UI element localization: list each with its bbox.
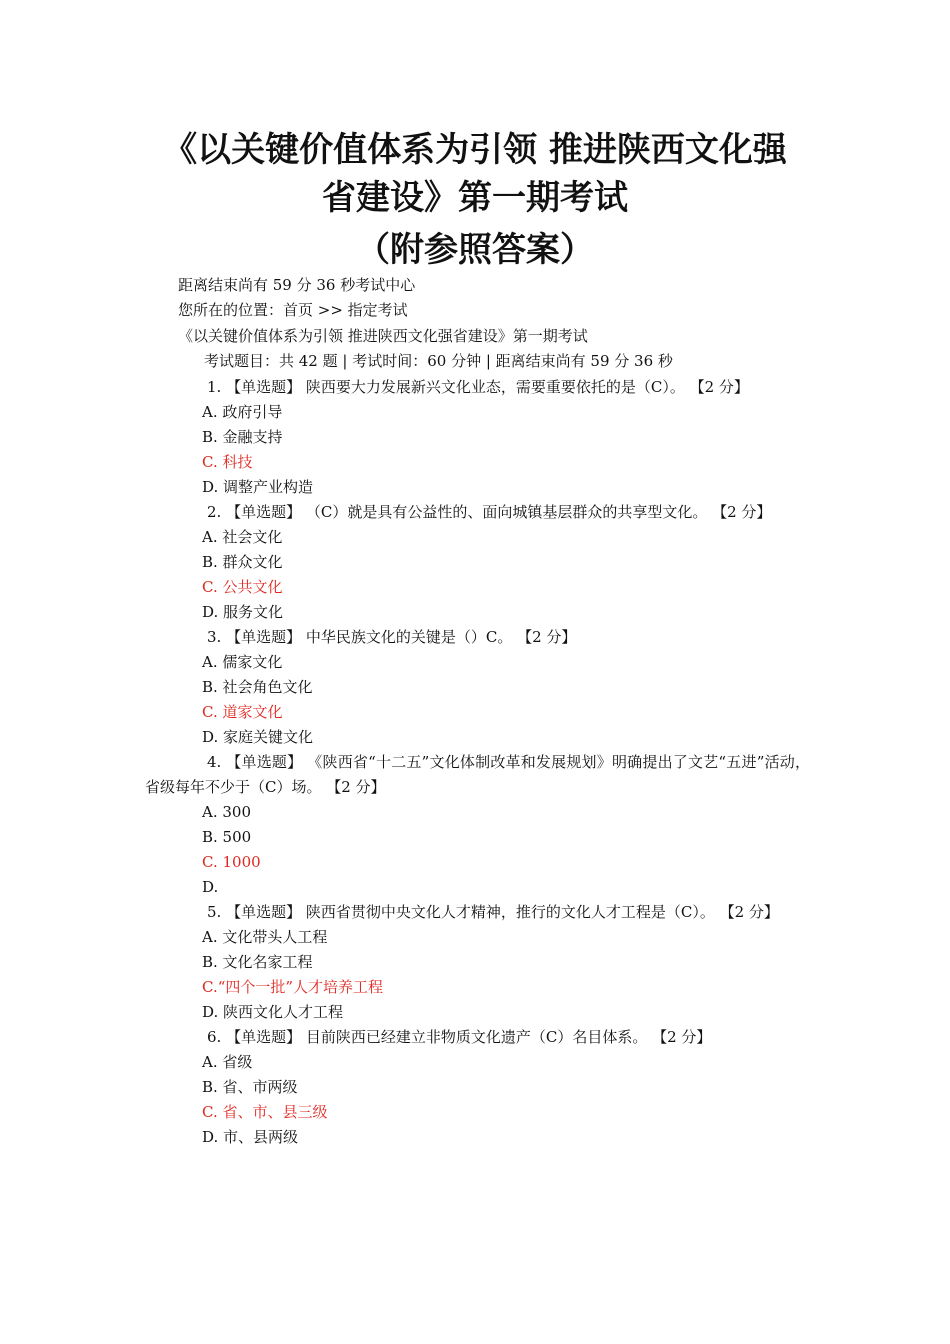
question-6	[145, 1025, 810, 1150]
question-5	[145, 900, 810, 1025]
question-4-option-b: B. 500	[202, 828, 252, 846]
question-3-option-c-answer: C. 道家文化	[202, 703, 283, 721]
question-1-option-a: A. 政府引导	[202, 403, 283, 421]
question-5-option-a: A. 文化带头人工程	[202, 928, 328, 946]
question-2-option-c-answer: C. 公共文化	[202, 578, 283, 596]
question-2-option-d: D. 服务文化	[202, 603, 284, 621]
question-1	[145, 375, 810, 500]
question-4-option-c-answer: C. 1000	[202, 853, 261, 871]
breadcrumb: 您所在的位置：首页 >> 指定考试	[178, 301, 408, 319]
question-3	[145, 625, 810, 750]
question-6-option-d: D. 市、县两级	[202, 1128, 299, 1146]
question-2-option-b: B. 群众文化	[202, 553, 283, 571]
question-3-text: 3. 【单选题】 中华民族文化的关键是（）C。 【2 分】	[207, 628, 577, 646]
document-title-line-3: （附参照答案）	[356, 230, 594, 270]
question-5-text: 5. 【单选题】 陕西省贯彻中央文化人才精神，推行的文化人才工程是（C）。 【2 分】	[207, 903, 779, 921]
question-3-option-a: A. 儒家文化	[202, 653, 283, 671]
question-4-option-a: A. 300	[202, 803, 251, 821]
question-1-text: 1. 【单选题】 陕西要大力发展新兴文化业态，需要重要依托的是（C）。 【2 分】	[207, 378, 749, 396]
question-1-option-c-answer: C. 科技	[202, 453, 253, 471]
question-4-text: 4. 【单选题】 《陕西省“十二五”文化体制改革和发展规划》明确提出了文艺“五进”活动，省级每年不少于（C）场。 【2 分】	[145, 753, 810, 796]
question-5-option-b: B. 文化名家工程	[202, 953, 313, 971]
question-1-option-b: B. 金融支持	[202, 428, 283, 446]
question-6-option-c-answer: C. 省、市、县三级	[202, 1103, 328, 1121]
question-6-option-b: B. 省、市两级	[202, 1078, 298, 1096]
exam-name: 《以关键价值体系为引领 推进陕西文化强省建设》第一期考试	[178, 327, 588, 345]
question-6-option-a: A. 省级	[202, 1053, 253, 1071]
countdown-text: 距离结束尚有 59 分 36 秒考试中心	[178, 276, 416, 294]
exam-info: 考试题目：共 42 题 | 考试时间：60 分钟 | 距离结束尚有 59 分 36 秒	[204, 352, 673, 370]
question-list	[145, 375, 810, 1150]
question-4-option-d: D.	[202, 878, 219, 896]
question-2-option-a: A. 社会文化	[202, 528, 283, 546]
question-4	[145, 750, 810, 900]
document-title-line-1: 《以关键价值体系为引领 推进陕西文化强	[163, 130, 787, 170]
question-5-option-c-answer: C.“四个一批”人才培养工程	[202, 978, 384, 996]
question-3-option-d: D. 家庭关键文化	[202, 728, 314, 746]
question-2-text: 2. 【单选题】 （C）就是具有公益性的、面向城镇基层群众的共享型文化。 【2 分】	[207, 503, 772, 521]
question-2	[145, 500, 810, 625]
question-3-option-b: B. 社会角色文化	[202, 678, 313, 696]
document-title-line-2: 省建设》第一期考试	[322, 178, 628, 218]
question-5-option-d: D. 陕西文化人才工程	[202, 1003, 344, 1021]
question-1-option-d: D. 调整产业构造	[202, 478, 314, 496]
question-6-text: 6. 【单选题】 目前陕西已经建立非物质文化遗产（C）名目体系。 【2 分】	[207, 1028, 712, 1046]
